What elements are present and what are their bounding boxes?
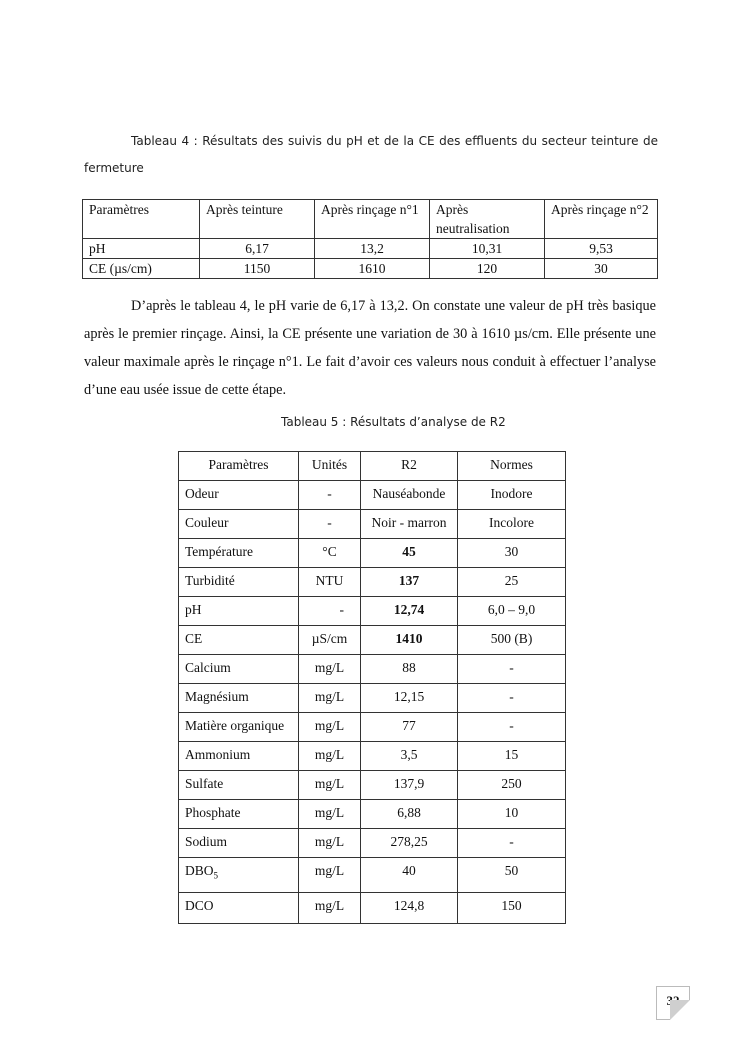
table5-param: Phosphate (179, 800, 299, 829)
table5-value: 45 (361, 539, 458, 568)
table4-row (83, 259, 658, 279)
table5-row (179, 858, 566, 893)
table5-row (179, 800, 566, 829)
table4-cell: 13,2 (315, 239, 430, 259)
table5-norm: 50 (458, 858, 566, 893)
table4-header: Après teinture (200, 200, 315, 239)
table5-unit: µS/cm (299, 626, 361, 655)
table5-value: 12,15 (361, 684, 458, 713)
page-number (656, 986, 690, 1020)
table5-unit: mg/L (299, 800, 361, 829)
table5-row (179, 510, 566, 539)
table5-unit: mg/L (299, 684, 361, 713)
table4-cell: 10,31 (430, 239, 545, 259)
table5-value: 88 (361, 655, 458, 684)
table4-header: Paramètres (83, 200, 200, 239)
table4-cell: 1150 (200, 259, 315, 279)
table5-row (179, 771, 566, 800)
table5-norm: - (458, 655, 566, 684)
table5-param: Sulfate (179, 771, 299, 800)
table5-param: Calcium (179, 655, 299, 684)
table5-value: 77 (361, 713, 458, 742)
table5-param: Magnésium (179, 684, 299, 713)
table5-norm: - (458, 829, 566, 858)
table4-cell: 1610 (315, 259, 430, 279)
table4-row (83, 239, 658, 259)
table5-value: Nauséabonde (361, 481, 458, 510)
table5-unit: mg/L (299, 771, 361, 800)
table4-header-row (83, 200, 658, 239)
table5-param (179, 858, 299, 893)
table5-param: CE (179, 626, 299, 655)
table5-row (179, 539, 566, 568)
page-number-text: 32 (666, 993, 680, 1008)
table4-cell: 30 (545, 259, 658, 279)
table5-param: Matière organique (179, 713, 299, 742)
table5-param: Couleur (179, 510, 299, 539)
page-fold-icon (670, 1000, 690, 1020)
table5-param: Turbidité (179, 568, 299, 597)
table5-row (179, 597, 566, 626)
table5-value: 40 (361, 858, 458, 893)
table5-norm: 6,0 – 9,0 (458, 597, 566, 626)
table5-norm: Inodore (458, 481, 566, 510)
table5-row (179, 684, 566, 713)
table5-unit: - (299, 481, 361, 510)
table5-value: 1410 (361, 626, 458, 655)
table5-header: R2 (361, 452, 458, 481)
table5-header: Normes (458, 452, 566, 481)
dbo-label: DBO (185, 863, 214, 878)
table5-unit: °C (299, 539, 361, 568)
table5-row (179, 892, 566, 923)
table4-header: Après neutralisation (430, 200, 545, 239)
table4-header: Après rinçage n°1 (315, 200, 430, 239)
table5-param: Ammonium (179, 742, 299, 771)
table4 (82, 199, 658, 279)
table5-value: 137 (361, 568, 458, 597)
table5-row (179, 626, 566, 655)
table4-caption: Tableau 4 : Résultats des suivis du pH et de la CE des effluents du secteur teinture de fermeture (84, 134, 658, 175)
table5-norm: 10 (458, 800, 566, 829)
table5-value: 124,8 (361, 892, 458, 923)
table4-header: Après rinçage n°2 (545, 200, 658, 239)
table5-norm: 500 (B) (458, 626, 566, 655)
table5-header: Unités (299, 452, 361, 481)
table5-unit: mg/L (299, 742, 361, 771)
table5-value: 6,88 (361, 800, 458, 829)
table5-unit: - (299, 597, 361, 626)
table5-unit: - (299, 510, 361, 539)
table5-unit: mg/L (299, 829, 361, 858)
table5-norm: 15 (458, 742, 566, 771)
table5-row (179, 481, 566, 510)
table4-cell: 120 (430, 259, 545, 279)
table5-unit: NTU (299, 568, 361, 597)
table5-header: Paramètres (179, 452, 299, 481)
paragraph-text: D’après le tableau 4, le pH varie de 6,17 à 13,2. On constate une valeur de pH très basique après le premier rinçage. Ainsi, la CE présente une variation de 30 à 1610 µs/cm. Elle présente une valeur maximale après le rinçage n°1. Le fait d’avoir ces valeurs nous conduit à effectuer l’analyse d’une eau usée issue de cette étape. (84, 298, 656, 398)
table5-norm: Incolore (458, 510, 566, 539)
table5-value: 12,74 (361, 597, 458, 626)
table5-param: Température (179, 539, 299, 568)
table4-cell: CE (µs/cm) (83, 259, 200, 279)
dbo-subscript: 5 (213, 870, 219, 881)
table5-norm: - (458, 684, 566, 713)
table5-row (179, 742, 566, 771)
table5-norm: - (458, 713, 566, 742)
table5-row (179, 655, 566, 684)
table5-norm: 25 (458, 568, 566, 597)
table5-row (179, 829, 566, 858)
table5-caption: Tableau 5 : Résultats d’analyse de R2 (281, 415, 506, 429)
table5-unit: mg/L (299, 655, 361, 684)
table5-unit: mg/L (299, 892, 361, 923)
table4-cell: 9,53 (545, 239, 658, 259)
analysis-paragraph (84, 292, 656, 404)
table5-unit: mg/L (299, 858, 361, 893)
table5-value: Noir - marron (361, 510, 458, 539)
table5-param: Sodium (179, 829, 299, 858)
table5-norm: 30 (458, 539, 566, 568)
table5-header-row (179, 452, 566, 481)
table4-cell: 6,17 (200, 239, 315, 259)
table5-row (179, 713, 566, 742)
table5-value: 278,25 (361, 829, 458, 858)
table5-param: DCO (179, 892, 299, 923)
table5-unit: mg/L (299, 713, 361, 742)
table4-cell: pH (83, 239, 200, 259)
table5-norm: 250 (458, 771, 566, 800)
table5 (178, 451, 566, 924)
table5-param: Odeur (179, 481, 299, 510)
table5-norm: 150 (458, 892, 566, 923)
table5-value: 137,9 (361, 771, 458, 800)
table5-value: 3,5 (361, 742, 458, 771)
table5-param: pH (179, 597, 299, 626)
table5-row (179, 568, 566, 597)
